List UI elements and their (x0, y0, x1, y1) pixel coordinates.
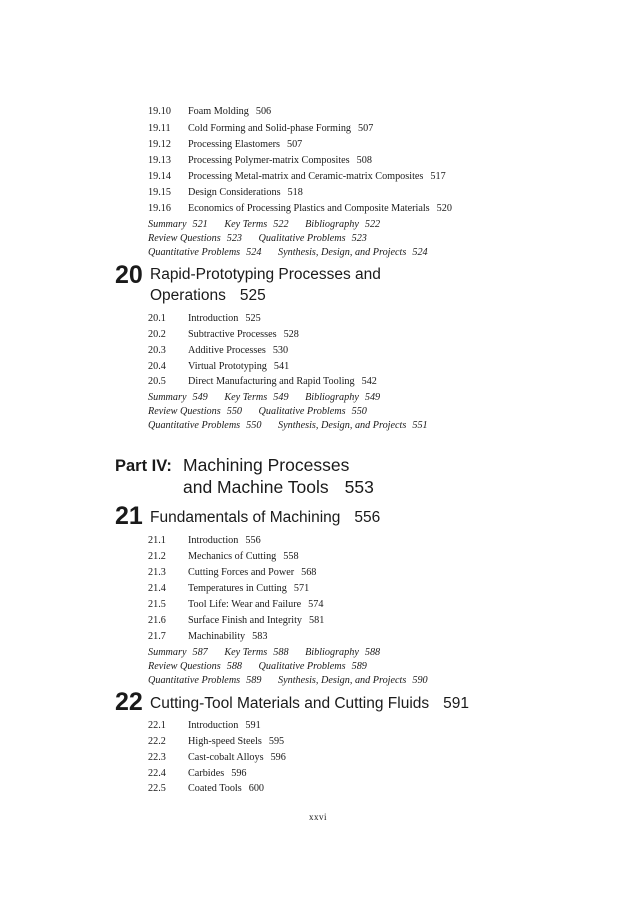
entry-number: 19.16 (148, 203, 171, 214)
toc-entry (148, 598, 323, 612)
chapter-title: Rapid-Prototyping Processes and (150, 266, 381, 283)
end-matter-page: 549 (364, 392, 381, 403)
end-matter-page: 589 (246, 675, 262, 686)
chapter-title: Cutting-Tool Materials and Cutting Fluids (150, 695, 430, 712)
chapter-number: 20 (115, 261, 143, 289)
toc-entry (148, 534, 261, 548)
end-matter-label: Qualitative Problems (258, 661, 346, 672)
entry-page: 507 (286, 139, 303, 150)
end-matter-page: 523 (351, 233, 367, 244)
part-title-cont: and Machine Tools (183, 477, 329, 497)
entry-title: Introduction (188, 313, 239, 324)
entry-number: 20.5 (148, 376, 166, 387)
end-matter-page: 549 (192, 392, 208, 403)
entry-page: 596 (270, 752, 286, 763)
end-matter-page: 551 (412, 420, 428, 431)
entry-page: 558 (283, 551, 299, 562)
entry-number: 19.12 (148, 139, 171, 150)
toc-entry (148, 202, 452, 216)
part-label: Part IV: (115, 457, 172, 475)
entry-title: Mechanics of Cutting (188, 551, 277, 562)
entry-number: 20.2 (148, 329, 166, 340)
entry-number: 21.2 (148, 551, 166, 562)
chapter-number: 22 (115, 688, 143, 716)
entry-title: Tool Life: Wear and Failure (188, 599, 302, 610)
end-matter-line (148, 246, 442, 260)
toc-entry (148, 105, 271, 119)
end-matter-label: Key Terms (224, 392, 268, 403)
chapter-page: 525 (239, 287, 266, 304)
entry-title: Introduction (188, 535, 239, 546)
entry-number: 20.3 (148, 345, 166, 356)
toc-entry (148, 344, 288, 358)
end-matter-line (148, 660, 381, 674)
end-matter-label: Bibliography (305, 392, 359, 403)
entry-page: 571 (293, 583, 310, 594)
entry-number: 19.15 (148, 187, 171, 198)
toc-entry (148, 138, 302, 152)
chapter-page: 556 (354, 509, 381, 526)
end-matter-label: Synthesis, Design, and Projects (277, 247, 407, 258)
page-number: xxvi (308, 812, 327, 822)
toc-entry (148, 719, 261, 733)
end-matter-page: 550 (226, 406, 242, 417)
entry-page: 583 (252, 631, 268, 642)
end-matter-page: 589 (351, 661, 367, 672)
toc-entry (148, 375, 377, 389)
end-matter-line (148, 391, 394, 405)
toc-entry (148, 170, 446, 184)
entry-number: 21.6 (148, 615, 166, 626)
end-matter-label: Summary (148, 647, 187, 658)
toc-entry (148, 360, 289, 374)
end-matter-page: 524 (412, 247, 428, 258)
end-matter-label: Summary (148, 219, 187, 230)
toc-entry (148, 312, 261, 326)
end-matter-line (148, 405, 381, 419)
toc-entry (148, 735, 284, 749)
end-matter-label: Review Questions (148, 233, 221, 244)
toc-entry (148, 566, 316, 580)
toc-entry (148, 154, 372, 168)
entry-page: 556 (245, 535, 261, 546)
entry-title: Cast-cobalt Alloys (188, 752, 264, 763)
entry-page: 508 (356, 155, 372, 166)
entry-number: 22.5 (148, 783, 166, 794)
entry-page: 541 (273, 361, 290, 372)
end-matter-label: Qualitative Problems (258, 406, 346, 417)
entry-title: High-speed Steels (188, 736, 262, 747)
end-matter-page: 549 (273, 392, 289, 403)
entry-page: 517 (430, 171, 446, 182)
end-matter-page: 590 (412, 675, 428, 686)
chapter-title-line (150, 508, 380, 527)
entry-number: 21.5 (148, 599, 166, 610)
entry-page: 591 (245, 720, 261, 731)
part-page: 553 (344, 477, 374, 497)
toc-entry (148, 630, 267, 644)
entry-page: 507 (358, 123, 374, 134)
entry-number: 20.4 (148, 361, 166, 372)
end-matter-label: Review Questions (148, 661, 221, 672)
end-matter-page: 550 (351, 406, 367, 417)
entry-page: 528 (283, 329, 299, 340)
entry-page: 595 (268, 736, 285, 747)
entry-title: Additive Processes (188, 345, 266, 356)
end-matter-label: Quantitative Problems (148, 420, 241, 431)
entry-title: Direct Manufacturing and Rapid Tooling (188, 376, 355, 387)
end-matter-label: Quantitative Problems (148, 675, 241, 686)
entry-number: 21.3 (148, 567, 166, 578)
entry-title: Subtractive Processes (188, 329, 277, 340)
entry-number: 19.10 (148, 106, 171, 117)
entry-title: Coated Tools (188, 783, 242, 794)
toc-entry (148, 550, 299, 564)
end-matter-label: Bibliography (305, 647, 359, 658)
entry-page: 520 (436, 203, 452, 214)
entry-title: Cutting Forces and Power (188, 567, 295, 578)
end-matter-label: Review Questions (148, 406, 221, 417)
end-matter-page: 588 (273, 647, 289, 658)
entry-title: Virtual Prototyping (188, 361, 267, 372)
entry-title: Foam Molding (188, 106, 249, 117)
entry-number: 21.4 (148, 583, 166, 594)
entry-number: 22.2 (148, 736, 166, 747)
end-matter-label: Synthesis, Design, and Projects (277, 675, 407, 686)
entry-number: 22.3 (148, 752, 166, 763)
end-matter-page: 523 (226, 233, 242, 244)
end-matter-page: 522 (364, 219, 381, 230)
end-matter-label: Qualitative Problems (258, 233, 346, 244)
toc-entry (148, 122, 373, 136)
entry-number: 19.11 (148, 123, 171, 134)
end-matter-label: Bibliography (305, 219, 359, 230)
entry-page: 518 (287, 187, 303, 198)
entry-page: 525 (245, 313, 261, 324)
entry-title: Processing Elastomers (188, 139, 280, 150)
end-matter-page: 587 (192, 647, 208, 658)
entry-title: Introduction (188, 720, 239, 731)
entry-page: 506 (255, 106, 272, 117)
toc-entry (148, 186, 303, 200)
end-matter-label: Synthesis, Design, and Projects (277, 420, 407, 431)
toc-entry (148, 782, 264, 796)
entry-number: 21.7 (148, 631, 166, 642)
entry-title: Processing Polymer-matrix Composites (188, 155, 350, 166)
chapter-page: 591 (443, 695, 470, 712)
end-matter-page: 521 (192, 219, 208, 230)
entry-title: Cold Forming and Solid-phase Forming (188, 123, 351, 134)
toc-entry (148, 751, 286, 765)
entry-title: Machinability (188, 631, 246, 642)
entry-page: 542 (361, 376, 377, 387)
entry-page: 568 (301, 567, 317, 578)
entry-page: 530 (272, 345, 289, 356)
entry-page: 574 (308, 599, 324, 610)
entry-number: 20.1 (148, 313, 166, 324)
toc-entry (148, 582, 309, 596)
end-matter-label: Summary (148, 392, 187, 403)
end-matter-page: 588 (226, 661, 242, 672)
entry-number: 22.1 (148, 720, 166, 731)
entry-title: Temperatures in Cutting (188, 583, 287, 594)
entry-title: Design Considerations (188, 187, 281, 198)
end-matter-page: 588 (364, 647, 381, 658)
chapter-title: Fundamentals of Machining (150, 509, 341, 526)
entry-title: Economics of Processing Plastics and Composite Materials (188, 203, 430, 214)
entry-title: Surface Finish and Integrity (188, 615, 303, 626)
entry-number: 19.14 (148, 171, 171, 182)
end-matter-line (148, 232, 381, 246)
toc-entry (148, 328, 299, 342)
end-matter-page: 524 (246, 247, 262, 258)
end-matter-label: Key Terms (224, 647, 268, 658)
end-matter-line (148, 419, 442, 433)
end-matter-label: Key Terms (224, 219, 268, 230)
end-matter-line (148, 218, 394, 232)
end-matter-label: Quantitative Problems (148, 247, 241, 258)
chapter-title-line (150, 694, 469, 713)
toc-entry (148, 767, 247, 781)
end-matter-line (148, 674, 442, 688)
toc-entry (148, 614, 324, 628)
entry-title: Processing Metal-matrix and Ceramic-matrix Composites (188, 171, 424, 182)
entry-number: 19.13 (148, 155, 171, 166)
chapter-number: 21 (115, 502, 143, 530)
entry-number: 21.1 (148, 535, 166, 546)
part-title-line2 (183, 476, 374, 498)
end-matter-page: 550 (246, 420, 262, 431)
entry-page: 600 (248, 783, 264, 794)
part-title: Machining Processes (183, 455, 350, 475)
entry-page: 581 (309, 615, 325, 626)
chapter-title-cont: Operations (150, 287, 226, 304)
entry-title: Carbides (188, 768, 225, 779)
entry-page: 596 (231, 768, 247, 779)
chapter-title-line2 (150, 286, 266, 305)
end-matter-line (148, 646, 394, 660)
end-matter-page: 522 (273, 219, 289, 230)
entry-number: 22.4 (148, 768, 166, 779)
